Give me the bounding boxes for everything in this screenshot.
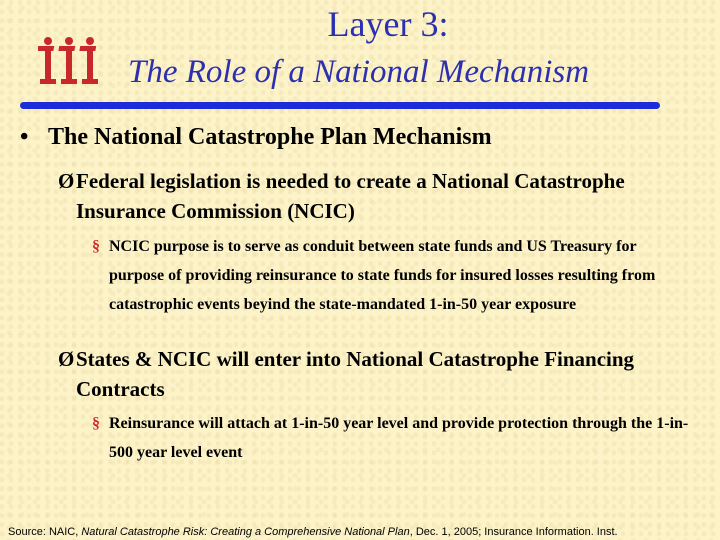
detail-bullet-2-text: Reinsurance will attach at 1-in-50 year level and provide protection through the 1-in-500 year level event	[109, 415, 689, 461]
title-divider	[20, 102, 660, 109]
main-bullet	[20, 122, 492, 152]
sub-bullet-1	[58, 166, 708, 226]
detail-bullet-2	[92, 409, 692, 467]
slide-title-line2: The Role of a National Mechanism	[128, 54, 590, 90]
source-prefix: Source: NAIC,	[8, 526, 82, 538]
main-bullet-text: The National Catastrophe Plan Mechanism	[48, 124, 492, 150]
square-bullet-icon: §	[92, 238, 100, 255]
source-title: Natural Catastrophe Risk: Creating a Comprehensive National Plan	[81, 526, 410, 538]
detail-bullet-1	[92, 232, 692, 319]
sub-bullet-1-text: Federal legislation is needed to create a National Catastrophe Insurance Commission (NCIC)	[76, 169, 625, 223]
detail-bullet-1-text: NCIC purpose is to serve as conduit between state funds and US Treasury for purpose of providing reinsurance to state funds for insured losses resulting from catastrophic events beyind the state-mandated 1-in-50 year exposure	[109, 238, 656, 313]
sub-bullet-2	[58, 344, 708, 404]
source-citation	[8, 526, 618, 538]
bullet-marker: •	[20, 124, 29, 150]
square-bullet-icon: §	[92, 415, 100, 432]
arrow-bullet-icon: Ø	[58, 169, 75, 193]
arrow-bullet-icon: Ø	[58, 347, 75, 371]
source-suffix: , Dec. 1, 2005; Insurance Information. Inst.	[409, 526, 618, 538]
slide-title-line1: Layer 3:	[327, 4, 449, 44]
sub-bullet-2-text: States & NCIC will enter into National Catastrophe Financing Contracts	[76, 347, 635, 401]
